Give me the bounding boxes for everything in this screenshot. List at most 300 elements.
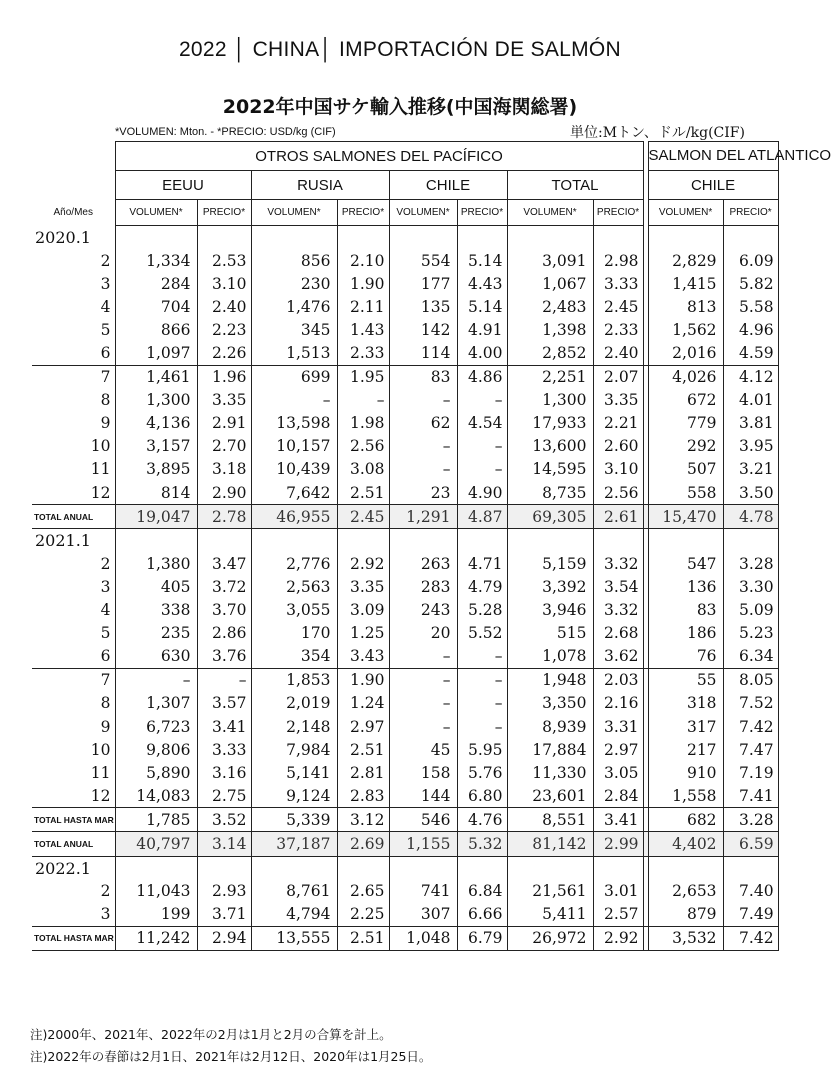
price-cell (593, 226, 643, 250)
price-cell: 4.01 (723, 389, 778, 412)
price-cell: 3.16 (197, 761, 251, 784)
price-cell: 3.52 (197, 808, 251, 832)
header-vol: VOLUMEN* (115, 200, 197, 226)
price-cell: 7.52 (723, 692, 778, 715)
volume-cell: 1,291 (389, 505, 457, 529)
header-chile-atlantic: CHILE (648, 171, 778, 200)
volume-cell: 15,470 (648, 505, 723, 529)
volume-cell: 2,829 (648, 249, 723, 272)
price-cell: 2.75 (197, 784, 251, 808)
volume-cell: 23,601 (507, 784, 593, 808)
volume-cell: 2,016 (648, 341, 723, 365)
volume-cell: 177 (389, 272, 457, 295)
price-cell: 2.92 (337, 552, 389, 575)
volume-cell: 8,551 (507, 808, 593, 832)
volume-cell: 20 (389, 622, 457, 645)
price-cell: – (457, 645, 507, 669)
price-cell: 2.84 (593, 784, 643, 808)
price-cell: 2.57 (593, 903, 643, 927)
volume-cell: – (389, 692, 457, 715)
price-cell: 2.69 (337, 832, 389, 856)
price-cell: 4.59 (723, 341, 778, 365)
table-row (32, 715, 778, 738)
price-cell: 3.33 (197, 738, 251, 761)
price-cell: 5.14 (457, 249, 507, 272)
volume-cell (507, 529, 593, 553)
volume-cell: 5,411 (507, 903, 593, 927)
price-cell: 2.81 (337, 761, 389, 784)
volume-cell: 345 (251, 318, 337, 341)
header-vol: VOLUMEN* (251, 200, 337, 226)
volume-cell: 13,600 (507, 435, 593, 458)
volume-cell: 856 (251, 249, 337, 272)
volume-cell (389, 529, 457, 553)
volume-cell: 4,794 (251, 903, 337, 927)
price-cell: 2.90 (197, 481, 251, 505)
volume-cell: 554 (389, 249, 457, 272)
volume-cell: 317 (648, 715, 723, 738)
volume-cell (648, 856, 723, 880)
price-cell: 1.90 (337, 668, 389, 692)
volume-cell (115, 226, 197, 250)
volume-cell: 284 (115, 272, 197, 295)
price-cell: 3.08 (337, 458, 389, 481)
price-cell: 2.21 (593, 412, 643, 435)
row-label: 8 (32, 692, 115, 715)
price-cell: 2.51 (337, 926, 389, 950)
units-note-spanish: *VOLUMEN: Mton. - *PRECIO: USD/kg (CIF) (115, 126, 336, 138)
volume-cell: 46,955 (251, 505, 337, 529)
price-cell: – (457, 435, 507, 458)
row-label: TOTAL HASTA MAR (32, 808, 115, 832)
price-cell: 3.47 (197, 552, 251, 575)
volume-cell: 1,155 (389, 832, 457, 856)
volume-cell: 630 (115, 645, 197, 669)
price-cell: 2.45 (593, 295, 643, 318)
row-label: 6 (32, 341, 115, 365)
price-cell: 3.09 (337, 599, 389, 622)
volume-cell: 1,476 (251, 295, 337, 318)
price-cell: 3.95 (723, 435, 778, 458)
price-cell (337, 856, 389, 880)
price-cell: 3.76 (197, 645, 251, 669)
table-row (32, 761, 778, 784)
price-cell: 3.31 (593, 715, 643, 738)
header-price: PRECIO* (197, 200, 251, 226)
volume-cell: 158 (389, 761, 457, 784)
price-cell: 3.57 (197, 692, 251, 715)
volume-cell: 1,300 (115, 389, 197, 412)
units-note-japanese: 単位:Mトン、ドル/kg(CIF) (570, 125, 745, 141)
price-cell: 2.93 (197, 880, 251, 903)
table-row (32, 412, 778, 435)
volume-cell: 26,972 (507, 926, 593, 950)
volume-cell (251, 856, 337, 880)
volume-cell: 3,157 (115, 435, 197, 458)
row-label: 2021.1 (32, 529, 115, 553)
price-cell: – (457, 458, 507, 481)
price-cell: 7.47 (723, 738, 778, 761)
volume-cell: 3,055 (251, 599, 337, 622)
price-cell: 3.14 (197, 832, 251, 856)
price-cell: 2.11 (337, 295, 389, 318)
header-rusia: RUSIA (251, 171, 389, 200)
volume-cell: – (251, 389, 337, 412)
price-cell: 2.23 (197, 318, 251, 341)
price-cell: 4.90 (457, 481, 507, 505)
price-cell: – (457, 668, 507, 692)
table-row (32, 738, 778, 761)
price-cell: 7.42 (723, 926, 778, 950)
price-cell: 3.18 (197, 458, 251, 481)
page-title: 2022 │ CHINA│ IMPORTACIÓN DE SALMÓN (178, 38, 622, 61)
volume-cell: 5,141 (251, 761, 337, 784)
row-label: 11 (32, 458, 115, 481)
price-cell: – (457, 389, 507, 412)
header-group-atlantic: SALMON DEL ATLANTICO (648, 142, 778, 171)
price-cell: 3.41 (593, 808, 643, 832)
japanese-title: 2022年中国サケ輸入推移(中国海関総署) (222, 96, 578, 118)
volume-cell: 142 (389, 318, 457, 341)
price-cell: 2.92 (593, 926, 643, 950)
volume-cell: 69,305 (507, 505, 593, 529)
footnotes (30, 1024, 431, 1068)
table-row (32, 880, 778, 903)
price-cell: 2.25 (337, 903, 389, 927)
table-row (32, 575, 778, 598)
footnote: 注)2022年の春節は2月1日、2021年は2月12日、2020年は1月25日。 (30, 1049, 432, 1064)
price-cell: 7.40 (723, 880, 778, 903)
table-row (32, 692, 778, 715)
volume-cell: – (389, 458, 457, 481)
price-cell: 2.60 (593, 435, 643, 458)
price-cell: 4.54 (457, 412, 507, 435)
price-cell (457, 856, 507, 880)
volume-cell: 199 (115, 903, 197, 927)
row-label: 2020.1 (32, 226, 115, 250)
price-cell: 3.81 (723, 412, 778, 435)
price-cell: 4.91 (457, 318, 507, 341)
row-label: 5 (32, 318, 115, 341)
volume-cell: 135 (389, 295, 457, 318)
price-cell (457, 226, 507, 250)
price-cell: 2.61 (593, 505, 643, 529)
price-cell: 2.98 (593, 249, 643, 272)
volume-cell (251, 226, 337, 250)
price-cell: 3.32 (593, 599, 643, 622)
volume-cell: 230 (251, 272, 337, 295)
price-cell (197, 856, 251, 880)
volume-cell: 144 (389, 784, 457, 808)
volume-cell: 558 (648, 481, 723, 505)
row-label: 8 (32, 389, 115, 412)
volume-cell: 547 (648, 552, 723, 575)
row-label: 10 (32, 738, 115, 761)
table-row (32, 645, 778, 669)
volume-cell: 14,083 (115, 784, 197, 808)
volume-cell: 1,307 (115, 692, 197, 715)
volume-cell: 1,097 (115, 341, 197, 365)
volume-cell: 3,392 (507, 575, 593, 598)
volume-cell: 8,735 (507, 481, 593, 505)
price-cell: 2.94 (197, 926, 251, 950)
price-cell: 2.68 (593, 622, 643, 645)
table-row (32, 856, 778, 880)
volume-cell: 2,251 (507, 365, 593, 389)
price-cell: 6.59 (723, 832, 778, 856)
volume-cell: 1,398 (507, 318, 593, 341)
volume-cell: 81,142 (507, 832, 593, 856)
price-cell: 2.16 (593, 692, 643, 715)
price-cell: 4.43 (457, 272, 507, 295)
price-cell: 2.26 (197, 341, 251, 365)
table-row (32, 622, 778, 645)
volume-cell: 1,513 (251, 341, 337, 365)
table-row (32, 903, 778, 927)
volume-cell: 21,561 (507, 880, 593, 903)
volume-cell: 507 (648, 458, 723, 481)
price-cell: 2.45 (337, 505, 389, 529)
row-label: 6 (32, 645, 115, 669)
volume-cell: 186 (648, 622, 723, 645)
table-row (32, 552, 778, 575)
price-cell: 3.12 (337, 808, 389, 832)
volume-cell: 3,946 (507, 599, 593, 622)
volume-cell: 83 (648, 599, 723, 622)
price-cell: 5.23 (723, 622, 778, 645)
price-cell (723, 226, 778, 250)
price-cell (197, 226, 251, 250)
price-cell: 2.78 (197, 505, 251, 529)
price-cell: 6.09 (723, 249, 778, 272)
price-cell: 3.35 (593, 389, 643, 412)
volume-cell: – (389, 435, 457, 458)
table-row (32, 435, 778, 458)
volume-cell: 76 (648, 645, 723, 669)
price-cell: 3.50 (723, 481, 778, 505)
price-cell: 2.51 (337, 738, 389, 761)
price-cell: 1.25 (337, 622, 389, 645)
volume-cell: 354 (251, 645, 337, 669)
volume-cell: 217 (648, 738, 723, 761)
volume-cell: 307 (389, 903, 457, 927)
volume-cell (115, 856, 197, 880)
volume-cell: 4,026 (648, 365, 723, 389)
volume-cell: 8,939 (507, 715, 593, 738)
volume-cell: 83 (389, 365, 457, 389)
volume-cell: 9,806 (115, 738, 197, 761)
volume-cell: – (389, 645, 457, 669)
volume-cell: 40,797 (115, 832, 197, 856)
row-label: 4 (32, 295, 115, 318)
header-vol: VOLUMEN* (389, 200, 457, 226)
volume-cell: 1,334 (115, 249, 197, 272)
price-cell: 3.35 (197, 389, 251, 412)
price-cell: 2.97 (593, 738, 643, 761)
header-group-pacific: OTROS SALMONES DEL PACÍFICO (115, 142, 643, 171)
volume-cell: 13,598 (251, 412, 337, 435)
price-cell: 4.96 (723, 318, 778, 341)
volume-cell: 11,043 (115, 880, 197, 903)
volume-cell: 8,761 (251, 880, 337, 903)
price-cell: 2.07 (593, 365, 643, 389)
price-cell: 2.97 (337, 715, 389, 738)
price-cell: 3.10 (197, 272, 251, 295)
row-label: TOTAL ANUAL (32, 505, 115, 529)
volume-cell: 2,563 (251, 575, 337, 598)
volume-cell: 672 (648, 389, 723, 412)
volume-cell: 45 (389, 738, 457, 761)
table-row (32, 272, 778, 295)
price-cell: 6.79 (457, 926, 507, 950)
header-period: Año/Mes (53, 207, 93, 218)
volume-cell: 3,532 (648, 926, 723, 950)
price-cell: 2.53 (197, 249, 251, 272)
volume-cell: 1,067 (507, 272, 593, 295)
price-cell: 2.03 (593, 668, 643, 692)
price-cell: 8.05 (723, 668, 778, 692)
price-cell: 2.91 (197, 412, 251, 435)
price-cell: 3.70 (197, 599, 251, 622)
row-label: 10 (32, 435, 115, 458)
row-label: TOTAL HASTA MAR (32, 926, 115, 950)
row-label: 2 (32, 249, 115, 272)
row-label: 7 (32, 668, 115, 692)
table-row (32, 341, 778, 365)
volume-cell (115, 529, 197, 553)
price-cell: 1.24 (337, 692, 389, 715)
price-cell: 2.56 (337, 435, 389, 458)
price-cell: 2.51 (337, 481, 389, 505)
volume-cell: – (389, 668, 457, 692)
price-cell: 4.87 (457, 505, 507, 529)
volume-cell: 1,853 (251, 668, 337, 692)
volume-cell: 263 (389, 552, 457, 575)
price-cell: 5.82 (723, 272, 778, 295)
price-cell: 1.95 (337, 365, 389, 389)
price-cell: 3.71 (197, 903, 251, 927)
volume-cell: 17,933 (507, 412, 593, 435)
volume-cell: 6,723 (115, 715, 197, 738)
price-cell (337, 226, 389, 250)
volume-cell: 3,895 (115, 458, 197, 481)
price-cell: 6.66 (457, 903, 507, 927)
volume-cell: 19,047 (115, 505, 197, 529)
row-label: 12 (32, 481, 115, 505)
ytd-total-row (32, 808, 778, 832)
volume-cell: 1,948 (507, 668, 593, 692)
volume-cell: 136 (648, 575, 723, 598)
volume-cell: 1,078 (507, 645, 593, 669)
volume-cell: 515 (507, 622, 593, 645)
volume-cell: 682 (648, 808, 723, 832)
price-cell: 2.65 (337, 880, 389, 903)
price-cell: 7.19 (723, 761, 778, 784)
price-cell: 3.33 (593, 272, 643, 295)
table-row (32, 599, 778, 622)
price-cell: 5.58 (723, 295, 778, 318)
volume-cell: 741 (389, 880, 457, 903)
volume-cell: – (389, 389, 457, 412)
price-cell: 3.05 (593, 761, 643, 784)
volume-cell: 7,642 (251, 481, 337, 505)
table-row (32, 249, 778, 272)
volume-cell: 3,350 (507, 692, 593, 715)
volume-cell: 170 (251, 622, 337, 645)
volume-cell: 4,402 (648, 832, 723, 856)
table-row (32, 295, 778, 318)
price-cell: 2.86 (197, 622, 251, 645)
price-cell: 5.52 (457, 622, 507, 645)
table-row (32, 784, 778, 808)
volume-cell: – (389, 715, 457, 738)
price-cell: 7.41 (723, 784, 778, 808)
volume-cell: 5,890 (115, 761, 197, 784)
volume-cell: 7,984 (251, 738, 337, 761)
price-cell: 5.14 (457, 295, 507, 318)
price-cell (337, 529, 389, 553)
price-cell: 4.00 (457, 341, 507, 365)
table-row (32, 458, 778, 481)
price-cell: 2.40 (593, 341, 643, 365)
price-cell: 5.95 (457, 738, 507, 761)
volume-cell: 405 (115, 575, 197, 598)
volume-cell: 62 (389, 412, 457, 435)
volume-cell: 1,785 (115, 808, 197, 832)
volume-cell: 2,148 (251, 715, 337, 738)
volume-cell: 318 (648, 692, 723, 715)
volume-cell: 292 (648, 435, 723, 458)
footnote: 注)2000年、2021年、2022年の2月は1月と2月の合算を計上。 (30, 1027, 392, 1042)
price-cell: 3.62 (593, 645, 643, 669)
price-cell: 3.30 (723, 575, 778, 598)
volume-cell: 5,159 (507, 552, 593, 575)
volume-cell: 813 (648, 295, 723, 318)
volume-cell (648, 226, 723, 250)
volume-cell: 243 (389, 599, 457, 622)
header-total: TOTAL (507, 171, 643, 200)
table-row (32, 226, 778, 250)
volume-cell: 866 (115, 318, 197, 341)
row-label: 4 (32, 599, 115, 622)
price-cell: 3.21 (723, 458, 778, 481)
volume-cell: 1,415 (648, 272, 723, 295)
price-cell (723, 529, 778, 553)
header-chile: CHILE (389, 171, 507, 200)
price-cell: 5.76 (457, 761, 507, 784)
price-cell: 3.72 (197, 575, 251, 598)
volume-cell (648, 529, 723, 553)
price-cell: 3.41 (197, 715, 251, 738)
volume-cell: 1,380 (115, 552, 197, 575)
price-cell (197, 529, 251, 553)
volume-cell: 2,653 (648, 880, 723, 903)
row-label: 5 (32, 622, 115, 645)
price-cell: 5.28 (457, 599, 507, 622)
volume-cell: 2,776 (251, 552, 337, 575)
price-cell: – (457, 715, 507, 738)
header-price: PRECIO* (337, 200, 389, 226)
price-cell: 2.10 (337, 249, 389, 272)
price-cell: 2.83 (337, 784, 389, 808)
volume-cell: 10,157 (251, 435, 337, 458)
table-row (32, 389, 778, 412)
volume-cell: 11,242 (115, 926, 197, 950)
volume-cell: 699 (251, 365, 337, 389)
row-label: 12 (32, 784, 115, 808)
header-price: PRECIO* (723, 200, 778, 226)
price-cell: 2.99 (593, 832, 643, 856)
